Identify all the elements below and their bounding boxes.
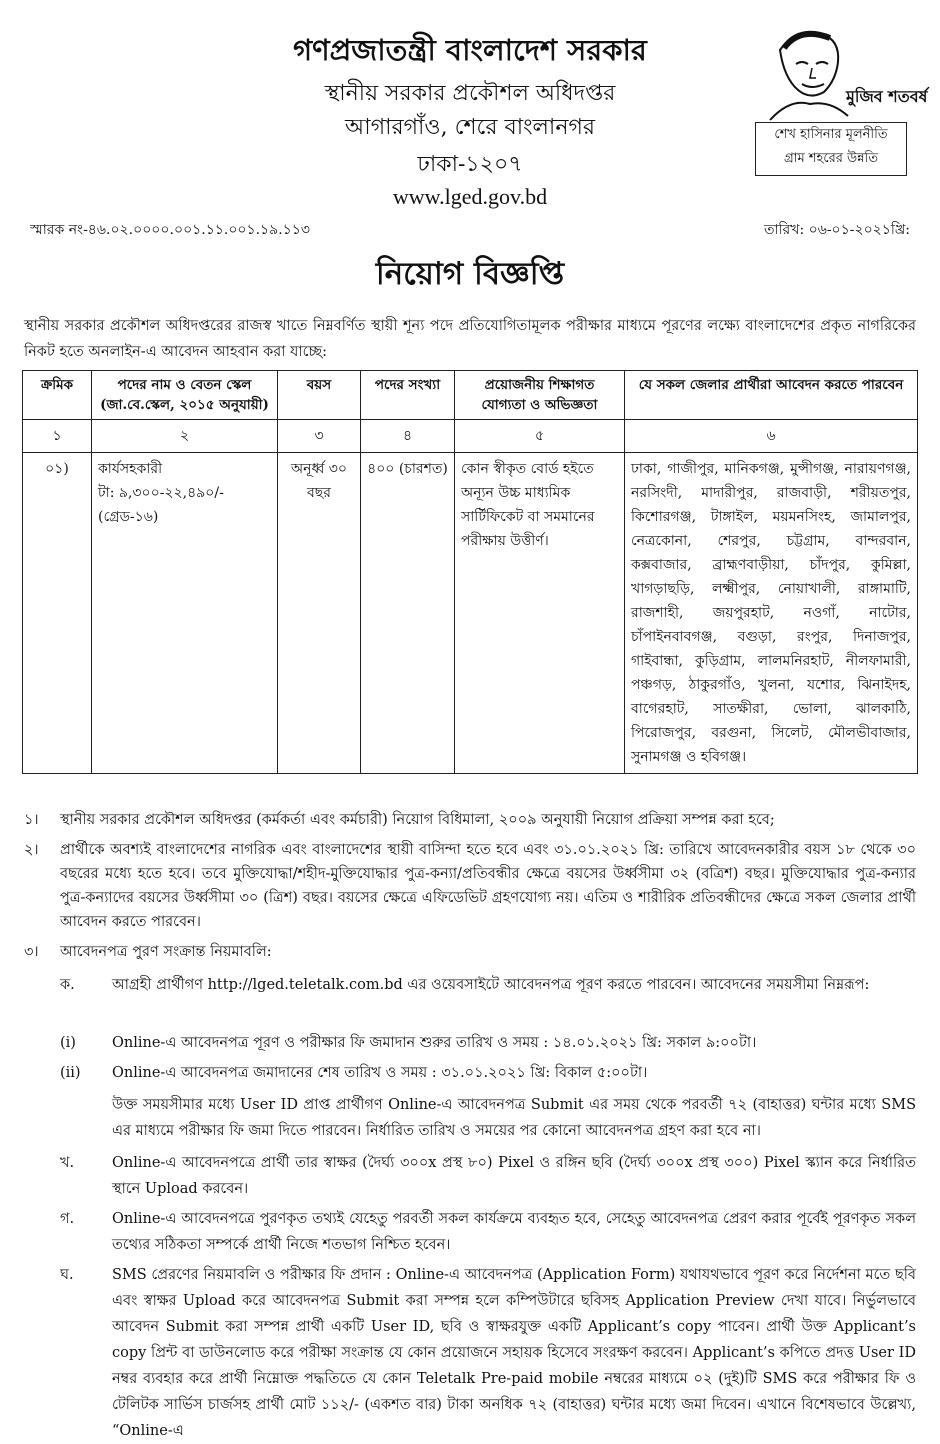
deadline-end-text: Online-এ আবেদনপত্র জমাদানের শেষ তারিখ ও সময় : ৩১.০১.২০২১ খ্রি: বিকাল ৫:০০টা। bbox=[112, 1065, 648, 1081]
city-line: ঢাকা-১২০৭ bbox=[417, 152, 523, 177]
emblem-logo-text: মুজিব শতবর্ষ bbox=[846, 87, 928, 106]
table-header-row bbox=[23, 371, 918, 420]
motto-line-2: গ্রাম শহরের উন্নতি bbox=[783, 151, 879, 166]
table-number-row bbox=[23, 420, 918, 453]
sub-rule-ga bbox=[24, 1206, 916, 1258]
website-link[interactable]: www.lged.gov.bd bbox=[392, 184, 548, 209]
col-number-6: ৬ bbox=[625, 420, 918, 453]
col-number-2: ২ bbox=[92, 420, 278, 453]
sub-rule-gha-label: ঘ. bbox=[60, 1267, 74, 1283]
col-number-5: ৫ bbox=[455, 420, 625, 453]
col-post-header: পদের নাম ও বেতন স্কেল (জা.বে.স্কেল, ২০১৫ অনুযায়ী) bbox=[92, 371, 278, 420]
post-cell bbox=[92, 453, 278, 774]
count-cell: ৪০০ (চারশত) bbox=[361, 453, 455, 774]
address-line: আগারগাঁও, শেরে বাংলানগর bbox=[345, 115, 595, 140]
rule-1 bbox=[24, 808, 916, 832]
deadline-start bbox=[24, 1030, 916, 1056]
qualification-cell: কোন স্বীকৃত বোর্ড হইতে অন্যূন উচ্চ মাধ্যমিক সার্টিফিকেট বা সমমানের পরীক্ষায় উত্তীর্ণ। bbox=[455, 453, 625, 774]
sub-rule-ga-text: Online-এ আবেদনপত্রে পুরণকৃত তথ্যই যেহেতু পরবর্তী সকল কার্যক্রমে ব্যবহৃত হবে, সেহেতু আবেদনপত্র প্রেরণ করার পূর্বেই পূরণকৃত সকল তথ্যের সঠিকতা সম্পর্কে প্রার্থী নিজে শতভাগ নিশ্চিত হবেন। bbox=[112, 1211, 916, 1253]
sub-rule-kha bbox=[24, 1150, 916, 1202]
notice-title: নিয়োগ বিজ্ঞপ্তি bbox=[375, 256, 565, 292]
department-name: স্থানীয় সরকার প্রকৌশল অধিদপ্তর bbox=[324, 81, 616, 106]
sub-rule-gha bbox=[24, 1262, 916, 1444]
sub-rule-kha-label: খ. bbox=[60, 1155, 75, 1171]
col-qualification-header: প্রয়োজনীয় শিক্ষাগত যোগ্যতা ও অভিজ্ঞতা bbox=[455, 371, 625, 420]
deadline-start-label: (i) bbox=[60, 1035, 76, 1051]
rule-2 bbox=[24, 838, 916, 934]
deadline-end bbox=[24, 1060, 916, 1086]
col-number-4: ৪ bbox=[361, 420, 455, 453]
post-name: কার্যসহকারী bbox=[98, 461, 163, 477]
sub-rule-ka-text: আগ্রহী প্রার্থীগণ http://lged.teletalk.com.bd এর ওয়েবসাইটে আবেদনপত্র পূরণ করতে পারবেন। আবেদনের সময়সীমা নিম্নরূপ: bbox=[112, 977, 870, 993]
sub-rule-ga-label: গ. bbox=[60, 1211, 75, 1227]
memo-number: স্মারক নং-৪৬.০২.০০০০.০০১.১১.০০১.১৯.১১৩ bbox=[30, 222, 310, 238]
deadline-start-text: Online-এ আবেদনপত্র পূরণ ও পরীক্ষার ফি জমাদান শুরুর তারিখ ও সময় : ১৪.০১.২০২১ খ্রি: সকাল ৯:০০টা। bbox=[112, 1035, 757, 1051]
grade: (গ্রেড-১৬) bbox=[98, 509, 159, 525]
govt-name: গণপ্রজাতন্ত্রী বাংলাদেশ সরকার bbox=[293, 33, 647, 67]
col-count-header: পদের সংখ্যা bbox=[361, 371, 455, 420]
sub-rule-ka-label: ক. bbox=[60, 977, 75, 993]
intro-paragraph: স্থানীয় সরকার প্রকৌশল অধিদপ্তরের রাজস্ব খাতে নিম্নবর্ণিত স্থায়ী শূন্য পদে প্রতিযোগিতামূলক পরীক্ষার মাধ্যমে পূরণের লক্ষ্যে বাংলাদেশের প্রকৃত নাগরিকের নিকট হতে অনলাইন-এ আবেদন আহবান করা যাচ্ছে: bbox=[24, 318, 916, 360]
col-number-3: ৩ bbox=[278, 420, 361, 453]
rule-2-number: ২। bbox=[24, 842, 39, 858]
deadline-end-label: (ii) bbox=[60, 1065, 81, 1081]
sub-rule-ka bbox=[24, 972, 916, 998]
table-row bbox=[23, 453, 918, 774]
col-districts-header: যে সকল জেলার প্রার্থীরা আবেদন করতে পারবেন bbox=[625, 371, 918, 420]
age-cell: অনূর্ধ্ব ৩০ বছর bbox=[278, 453, 361, 774]
vacancy-table bbox=[22, 370, 918, 774]
col-serial-header: ক্রমিক bbox=[23, 371, 92, 420]
districts-cell: ঢাকা, গাজীপুর, মানিকগঞ্জ, মুন্সীগঞ্জ, নারায়ণগঞ্জ, নরসিংদী, মাদারীপুর, রাজবাড়ী, শরীয়তপুর, কিশোরগঞ্জ, টাঙ্গাইল, ময়মনসিংহ, জামালপুর, নেত্রকোনা, শেরপুর, চট্টগ্রাম, বান্দরবান, কক্সবাজার, ব্রাহ্মণবাড়ীয়া, চাঁদপুর, কুমিল্লা, খাগড়াছড়ি, লক্ষ্মীপুর, নোয়াখালী, রাঙ্গামাটি, রাজশাহী, জয়পুরহাট, নওগাঁ, নাটোর, চাঁপাইনবাবগঞ্জ, বগুড়া, রংপুর, দিনাজপুর, গাইবান্ধা, কুড়িগ্রাম, লালমনিরহাট, নীলফামারী, পঞ্চগড়, ঠাকুরগাঁও, খুলনা, যশোর, ঝিনাইদহ, বাগেরহাট, সাতক্ষীরা, ভোলা, ঝালকাঠি, পিরোজপুর, বরগুনা, সিলেট, মৌলভীবাজার, সুনামগঞ্জ ও হবিগঞ্জ। bbox=[625, 453, 918, 774]
fee-note-text: উক্ত সময়সীমার মধ্যে User ID প্রাপ্ত প্রার্থীগণ Online-এ আবেদনপত্র Submit এর সময় থেকে পরবর্তী ৭২ (বাহাত্তর) ঘন্টার মধ্যে SMS এর মাধ্যমে পরীক্ষার ফি জমা দিতে পারবেন। নির্ধারিত তারিখ ও সময়ের পর কোনো আবেদনপত্র গ্রহণ করা হবে না। bbox=[112, 1097, 916, 1139]
motto-line-1: শেখ হাসিনার মূলনীতি bbox=[774, 127, 888, 142]
rule-2-text: প্রার্থীকে অবশ্যই বাংলাদেশের নাগরিক এবং বাংলাদেশের স্থায়ী বাসিন্দা হতে হবে এবং ৩১.০১.২০২১ খ্রি: তারিখে আবেদনকারীর বয়স ১৮ থেকে ৩০ বছরের মধ্যে হতে হবে। তবে মুক্তিযোদ্ধা/শহীদ-মুক্তিযোদ্ধার পুত্র-কন্যা/প্রতিবন্ধীর ক্ষেত্রে বয়সের উর্ধ্বসীমা ৩২ (বত্রিশ) বছর। মুক্তিযোদ্ধার পুত্র-কন্যার পুত্র-কন্যাদের বয়সের উর্ধ্বসীমা ৩০ (ত্রিশ) বছর। বয়সের ক্ষেত্রে এফিডেভিট গ্রহণযোগ্য নয়। এতিম ও শারীরিক প্রতিবন্ধীদের ক্ষেত্রে সকল জেলার প্রার্থী আবেদন করতে পারবেন। bbox=[60, 842, 916, 930]
rule-3-text: আবেদনপত্র পুরণ সংক্রান্ত নিয়মাবলি: bbox=[60, 944, 272, 960]
pay-scale: টা: ৯,৩০০-২২,৪৯০/- bbox=[98, 485, 224, 501]
serial-cell: ০১) bbox=[23, 453, 92, 774]
col-age-header: বয়স bbox=[278, 371, 361, 420]
fee-note bbox=[24, 1092, 916, 1144]
sub-rule-gha-text: SMS প্রেরণের নিয়মাবলি ও পরীক্ষার ফি প্রদান : Online-এ আবেদনপত্র (Application Form) যথাযথভাবে পূরণ করে নির্দেশনা মতে ছবি এবং স্বাক্ষর Upload করে আবেদনপত্র Submit করা সম্পন্ন হলে কম্পিউটারে ছবিসহ Application Preview দেখা যাবে। নির্ভুলভাবে আবেদন Submit করা সম্পন্ন প্রার্থী একটি User ID, ছবি ও স্বাক্ষরযুক্ত একটি Applicant’s copy পাবেন। প্রার্থী উক্ত Applicant’s copy প্রিন্ট বা ডাউনলোড করে পরীক্ষা সংক্রান্ত যে কোন প্রয়োজনে সহায়ক হিসেবে সংরক্ষণ করবেন। Applicant’s কপিতে প্রদত্ত User ID নম্বর ব্যবহার করে প্রার্থী নিম্নোক্ত পদ্ধতিতে যে কোন Teletalk Pre-paid mobile নম্বরের মাধ্যমে ০২ (দুই)টি SMS করে পরীক্ষার ফি ও টেলিটক সার্ভিস চার্জসহ প্রার্থী মোট ১১২/- (একশত বার) টাকা অনধিক ৭২ (বাহাত্তর) ঘন্টার মধ্যে জমা দিবেন। এখানে বিশেষভাবে উল্লেখ্য, “Online-এ bbox=[112, 1267, 916, 1439]
rule-3 bbox=[24, 940, 916, 964]
rule-3-number: ৩। bbox=[24, 944, 39, 960]
rule-1-number: ১। bbox=[24, 812, 39, 828]
sub-rule-kha-text: Online-এ আবেদনপত্রে প্রার্থী তার স্বাক্ষর (দৈর্ঘ্য ৩০০x প্রস্থ ৮০) Pixel ও রঙ্গিন ছবি (দৈর্ঘ্য ৩০০x প্রস্থ ৩০০) Pixel স্ক্যান করে নির্ধারিত স্থানে Upload করবেন। bbox=[112, 1155, 916, 1197]
motto-box bbox=[755, 122, 907, 176]
issue-date: তারিখ: ০৬-০১-২০২১খ্রি: bbox=[763, 222, 910, 238]
col-number-1: ১ bbox=[23, 420, 92, 453]
rule-1-text: স্থানীয় সরকার প্রকৌশল অধিদপ্তর (কর্মকর্তা এবং কর্মচারী) নিয়োগ বিধিমালা, ২০০৯ অনুযায়ী নিয়োগ প্রক্রিয়া সম্পন্ন করা হবে; bbox=[60, 812, 775, 828]
